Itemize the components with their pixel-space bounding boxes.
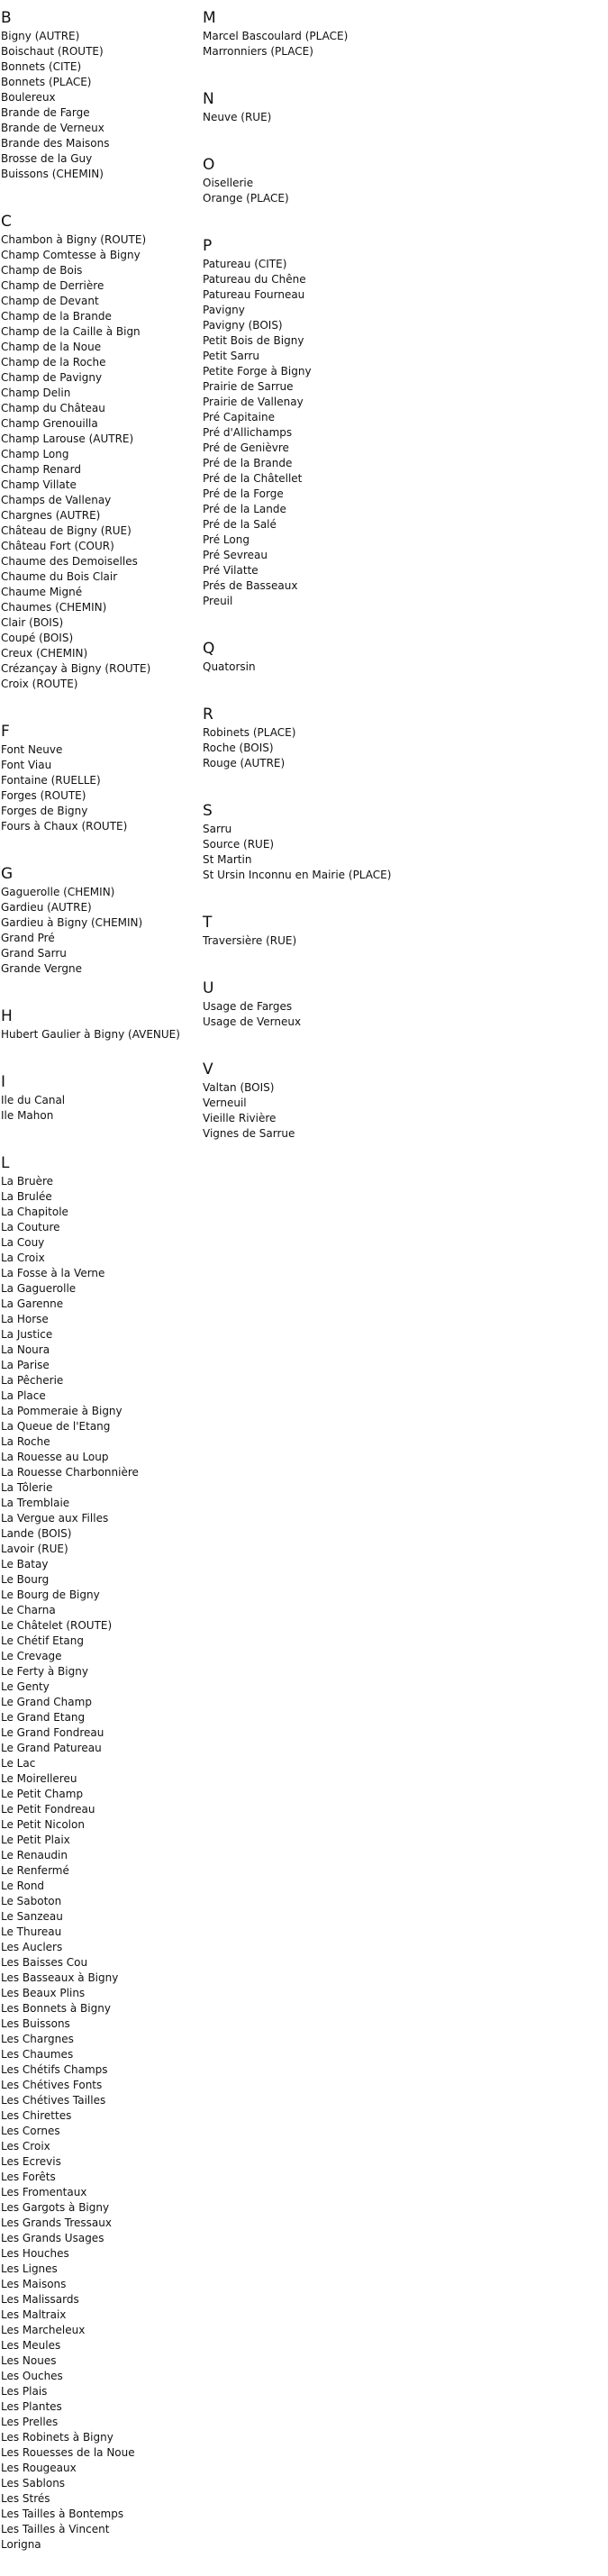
place-list-item[interactable]: Les Buissons bbox=[1, 2017, 70, 2030]
place-list-item[interactable]: Les Grands Usages bbox=[1, 2232, 104, 2244]
place-list-item[interactable]: Lande (BOIS) bbox=[1, 1527, 72, 1540]
place-list-item[interactable]: Pré de Genièvre bbox=[203, 441, 289, 454]
place-list-item[interactable]: Grand Sarru bbox=[1, 947, 67, 960]
place-list-item[interactable]: La Chapitole bbox=[1, 1206, 68, 1218]
place-list-item[interactable]: Brande des Maisons bbox=[1, 137, 110, 150]
place-list-item[interactable]: La Couture bbox=[1, 1221, 60, 1233]
place-list-item[interactable]: Le Renfermé bbox=[1, 1864, 69, 1877]
place-list-item[interactable]: Neuve (RUE) bbox=[203, 111, 272, 123]
place-list-item[interactable]: Bigny (AUTRE) bbox=[1, 30, 80, 42]
place-list-item[interactable]: St Martin bbox=[203, 853, 252, 866]
letter-section-u bbox=[203, 969, 599, 1051]
place-list-item[interactable]: Orange (PLACE) bbox=[203, 192, 289, 205]
place-list-item[interactable]: La Rouesse au Loup bbox=[1, 1451, 109, 1463]
place-list-item[interactable]: Lorigna bbox=[1, 2538, 41, 2551]
place-list-item[interactable]: Prairie de Sarrue bbox=[203, 380, 294, 393]
place-list-item[interactable]: Le Genty bbox=[1, 1680, 50, 1693]
place-list-item[interactable]: Grande Vergne bbox=[1, 962, 82, 975]
place-list-item[interactable]: Prés de Basseaux bbox=[203, 579, 298, 592]
place-list-item[interactable]: Rouge (AUTRE) bbox=[203, 757, 286, 769]
letter-section-l bbox=[1, 1144, 203, 2573]
place-list bbox=[203, 110, 599, 146]
place-list-item[interactable]: Valtan (BOIS) bbox=[203, 1081, 275, 1094]
place-list-item[interactable]: Les Rougeaux bbox=[1, 2462, 77, 2474]
place-list-item[interactable]: Le Petit Nicolon bbox=[1, 1818, 85, 1831]
place-list-item[interactable]: La Justice bbox=[1, 1328, 53, 1341]
place-list-item[interactable]: Le Ferty à Bigny bbox=[1, 1665, 88, 1678]
place-list-item[interactable]: Les Beaux Plins bbox=[1, 1987, 86, 1999]
place-list-item[interactable]: La Brulée bbox=[1, 1190, 52, 1203]
letter-section-r bbox=[203, 696, 599, 792]
letter-heading: S bbox=[203, 802, 213, 820]
place-list-item[interactable]: Le Renaudin bbox=[1, 1849, 68, 1861]
place-list-item[interactable]: La Queue de l'Etang bbox=[1, 1420, 111, 1433]
letter-heading: V bbox=[203, 1060, 213, 1079]
place-list-item[interactable]: Les Chétifs Champs bbox=[1, 2063, 108, 2076]
place-list-item[interactable]: Le Petit Plaix bbox=[1, 1834, 70, 1846]
place-list-item[interactable]: Les Strés bbox=[1, 2492, 50, 2505]
place-list-item[interactable]: Les Cornes bbox=[1, 2125, 60, 2137]
place-list-item[interactable]: Gaguerolle (CHEMIN) bbox=[1, 886, 115, 898]
place-list-item[interactable]: La Roche bbox=[1, 1435, 50, 1448]
place-list-item[interactable]: Les Croix bbox=[1, 2140, 50, 2153]
place-list-item[interactable]: Les Lignes bbox=[1, 2262, 58, 2275]
place-list-item[interactable]: La Parise bbox=[1, 1359, 50, 1371]
letter-section-g bbox=[1, 855, 203, 997]
place-list-item[interactable]: Pré Sevreau bbox=[203, 549, 268, 561]
place-list-item[interactable]: Roche (BOIS) bbox=[203, 742, 274, 754]
place-list-item[interactable]: Preuil bbox=[203, 595, 233, 607]
letter-section-m bbox=[203, 0, 599, 80]
place-list-item[interactable]: Les Maltraix bbox=[1, 2308, 67, 2321]
place-list-item[interactable]: Coupé (BOIS) bbox=[1, 632, 74, 644]
place-list-item[interactable]: Brande de Farge bbox=[1, 106, 90, 119]
place-list-item[interactable]: La Rouesse Charbonnière bbox=[1, 1466, 139, 1479]
letter-heading: H bbox=[1, 1007, 13, 1025]
place-list bbox=[203, 999, 599, 1051]
place-list-item[interactable]: Gardieu (AUTRE) bbox=[1, 901, 92, 914]
place-list-item[interactable]: Les Bonnets à Bigny bbox=[1, 2002, 111, 2015]
place-list-item[interactable]: Champ du Château bbox=[1, 402, 105, 414]
place-list bbox=[1, 232, 203, 713]
place-list-item[interactable]: Le Lac bbox=[1, 1757, 36, 1770]
place-list bbox=[203, 822, 599, 904]
place-list-item[interactable]: Les Chaumes bbox=[1, 2048, 74, 2061]
place-list-item[interactable]: Le Grand Etang bbox=[1, 1711, 86, 1724]
place-list-item[interactable]: La Vergue aux Filles bbox=[1, 1512, 109, 1525]
place-list-item[interactable]: La Pêcherie bbox=[1, 1374, 64, 1387]
place-list-item[interactable]: Ile du Canal bbox=[1, 1094, 66, 1106]
place-list-item[interactable]: Le Charna bbox=[1, 1604, 56, 1616]
letter-heading: R bbox=[203, 705, 213, 724]
place-list-item[interactable]: Champ Renard bbox=[1, 463, 81, 476]
letter-section-t bbox=[203, 904, 599, 969]
place-list-item[interactable]: Champ de Bois bbox=[1, 264, 83, 277]
place-list-item[interactable]: Gardieu à Bigny (CHEMIN) bbox=[1, 916, 143, 929]
place-list-item[interactable]: Font Viau bbox=[1, 759, 52, 771]
place-list-item[interactable]: Pré Long bbox=[203, 533, 250, 546]
place-list-item[interactable]: Les Basseaux à Bigny bbox=[1, 1971, 119, 1984]
place-list-item[interactable]: Le Batay bbox=[1, 1558, 49, 1570]
place-list bbox=[1, 1174, 203, 2573]
place-list-item[interactable]: Chambon à Bigny (ROUTE) bbox=[1, 233, 147, 246]
place-list-item[interactable]: Usage de Farges bbox=[203, 1000, 293, 1013]
place-list bbox=[1, 29, 203, 203]
place-list bbox=[1, 885, 203, 997]
place-list-item[interactable]: La Tremblaie bbox=[1, 1497, 70, 1509]
place-list-item[interactable]: Traversière (RUE) bbox=[203, 934, 297, 947]
place-list-item[interactable]: Boischaut (ROUTE) bbox=[1, 45, 104, 58]
place-list-item[interactable]: Les Tailles à Vincent bbox=[1, 2523, 110, 2535]
place-list-item[interactable]: Les Ouches bbox=[1, 2370, 63, 2382]
place-list-item[interactable]: Champ de Devant bbox=[1, 295, 99, 307]
place-list-item[interactable]: Chaume du Bois Clair bbox=[1, 570, 118, 583]
place-list-item[interactable]: Champ Larouse (AUTRE) bbox=[1, 432, 134, 445]
place-list-item[interactable]: Brande de Verneux bbox=[1, 122, 104, 134]
place-list-item[interactable]: La Noura bbox=[1, 1343, 50, 1356]
place-list bbox=[1, 1027, 203, 1063]
place-list-item[interactable]: Champ Villate bbox=[1, 478, 77, 491]
letter-heading: M bbox=[203, 9, 216, 27]
place-list-item[interactable]: Champ Delin bbox=[1, 387, 71, 399]
letter-section-n bbox=[203, 80, 599, 146]
place-list-item[interactable]: La Bruère bbox=[1, 1175, 54, 1188]
place-list-item[interactable]: Les Marcheleux bbox=[1, 2324, 86, 2336]
place-list-item[interactable]: Champ de la Noue bbox=[1, 341, 102, 353]
place-list-item[interactable]: Château Fort (COUR) bbox=[1, 540, 114, 552]
letter-heading: Q bbox=[203, 640, 215, 658]
place-list-item[interactable]: Lavoir (RUE) bbox=[1, 1543, 68, 1555]
place-list-item[interactable]: Usage de Verneux bbox=[203, 1015, 302, 1028]
place-list-item[interactable]: La Horse bbox=[1, 1313, 49, 1325]
place-list-item[interactable]: Sarru bbox=[203, 823, 232, 835]
place-list-item[interactable]: Les Tailles à Bontemps bbox=[1, 2508, 124, 2520]
place-list-item[interactable]: Quatorsin bbox=[203, 660, 256, 673]
place-list-item[interactable]: Les Prelles bbox=[1, 2416, 59, 2428]
place-list-item[interactable]: Champ de la Caille à Bign bbox=[1, 325, 141, 338]
letter-heading: B bbox=[1, 9, 12, 27]
place-list-item[interactable]: Les Rouesses de la Noue bbox=[1, 2446, 135, 2459]
place-list-item[interactable]: Les Plantes bbox=[1, 2400, 62, 2413]
place-list-item[interactable]: Le Grand Fondreau bbox=[1, 1726, 104, 1739]
place-list-item[interactable]: Champ Grenouilla bbox=[1, 417, 98, 430]
place-list-item[interactable]: La Gaguerolle bbox=[1, 1282, 77, 1295]
place-list-item[interactable]: Les Chétives Tailles bbox=[1, 2094, 106, 2107]
letter-heading: C bbox=[1, 213, 12, 231]
place-list bbox=[1, 742, 203, 855]
letter-heading: U bbox=[203, 979, 214, 997]
place-list-item[interactable]: Chargnes (AUTRE) bbox=[1, 509, 101, 522]
place-list-item[interactable]: Chaume des Demoiselles bbox=[1, 555, 138, 568]
place-list-item[interactable]: Creux (CHEMIN) bbox=[1, 647, 88, 660]
place-list-item[interactable]: Petite Forge à Bigny bbox=[203, 365, 312, 378]
place-list-item[interactable]: Champ de la Brande bbox=[1, 310, 112, 323]
place-list-item[interactable]: Champ Long bbox=[1, 448, 69, 460]
place-list-item[interactable]: Boulereux bbox=[1, 91, 56, 104]
place-list-item[interactable]: Pré Vilatte bbox=[203, 564, 259, 577]
place-list-item[interactable]: Bonnets (PLACE) bbox=[1, 76, 92, 88]
place-list-item[interactable]: Le Sanzeau bbox=[1, 1910, 63, 1923]
place-list-item[interactable]: Le Châtelet (ROUTE) bbox=[1, 1619, 113, 1632]
place-list-item[interactable]: Buissons (CHEMIN) bbox=[1, 168, 104, 180]
place-list-item[interactable]: Le Chétif Etang bbox=[1, 1634, 84, 1647]
place-list-item[interactable]: Pré de la Châtellet bbox=[203, 472, 303, 485]
place-list-item[interactable]: Marcel Bascoulard (PLACE) bbox=[203, 30, 349, 42]
place-list-item[interactable]: Patureau du Chêne bbox=[203, 273, 306, 286]
place-list-item[interactable]: Les Sablons bbox=[1, 2477, 66, 2490]
place-list bbox=[203, 29, 599, 80]
place-list-item[interactable]: Petit Sarru bbox=[203, 350, 259, 362]
letter-section-h bbox=[1, 997, 203, 1063]
place-list-item[interactable]: Verneuil bbox=[203, 1097, 247, 1109]
left-column bbox=[0, 0, 203, 2573]
place-list-item[interactable]: Le Saboton bbox=[1, 1895, 62, 1907]
place-list-item[interactable]: Les Meules bbox=[1, 2339, 61, 2352]
letter-section-s bbox=[203, 792, 599, 904]
place-list-item[interactable]: Chaumes (CHEMIN) bbox=[1, 601, 107, 614]
place-list-item[interactable]: Le Thureau bbox=[1, 1925, 62, 1938]
place-list-item[interactable]: Les Forêts bbox=[1, 2171, 56, 2183]
place-list-item[interactable]: Champ de la Roche bbox=[1, 356, 106, 369]
place-list-item[interactable]: Les Ecrevis bbox=[1, 2155, 61, 2168]
place-list-item[interactable]: Brosse de la Guy bbox=[1, 152, 93, 165]
place-list-item[interactable]: Forges (ROUTE) bbox=[1, 789, 86, 802]
place-list-item[interactable]: Bonnets (CITE) bbox=[1, 60, 82, 73]
place-list-item[interactable]: Les Fromentaux bbox=[1, 2186, 87, 2198]
place-list-item[interactable]: Le Bourg de Bigny bbox=[1, 1588, 100, 1601]
place-list-item[interactable]: La Garenne bbox=[1, 1297, 64, 1310]
place-list-item[interactable]: Les Chargnes bbox=[1, 2033, 74, 2045]
place-list-item[interactable]: Château de Bigny (RUE) bbox=[1, 524, 132, 537]
place-list-item[interactable]: Pré Capitaine bbox=[203, 411, 275, 423]
letter-heading: P bbox=[203, 237, 213, 255]
place-list-item[interactable]: Marronniers (PLACE) bbox=[203, 45, 313, 58]
letter-section-c bbox=[1, 203, 203, 713]
place-list-item[interactable]: Le Crevage bbox=[1, 1650, 62, 1662]
place-list-item[interactable]: Patureau Fourneau bbox=[203, 288, 305, 301]
place-list-item[interactable]: Champ Comtesse à Bigny bbox=[1, 249, 141, 261]
right-column bbox=[203, 0, 599, 1162]
place-list-item[interactable]: Oisellerie bbox=[203, 177, 254, 189]
letter-heading: G bbox=[1, 865, 14, 883]
letter-heading: I bbox=[1, 1073, 6, 1091]
place-list-item[interactable]: Les Noues bbox=[1, 2354, 57, 2367]
place-list-item[interactable]: Les Robinets à Bigny bbox=[1, 2431, 113, 2444]
place-list-item[interactable]: Le Moirellereu bbox=[1, 1772, 77, 1785]
place-list-item[interactable]: Les Grands Tressaux bbox=[1, 2216, 112, 2229]
place-list-item[interactable]: Chaume Migné bbox=[1, 586, 83, 598]
place-list bbox=[1, 1093, 203, 1144]
place-list-item[interactable]: Font Neuve bbox=[1, 743, 63, 756]
letter-section-f bbox=[1, 713, 203, 855]
place-list-item[interactable]: Le Petit Champ bbox=[1, 1788, 84, 1800]
place-list-item[interactable]: Crézançay à Bigny (ROUTE) bbox=[1, 662, 151, 675]
place-list-item[interactable]: Prairie de Vallenay bbox=[203, 396, 304, 408]
place-list-item[interactable]: Les Gargots à Bigny bbox=[1, 2201, 110, 2214]
place-list bbox=[203, 176, 599, 227]
letter-heading: F bbox=[1, 723, 10, 741]
place-list-item[interactable]: Le Grand Patureau bbox=[1, 1742, 102, 1754]
place-list-item[interactable]: Vieille Rivière bbox=[203, 1112, 277, 1124]
letter-section-o bbox=[203, 146, 599, 227]
letter-section-b bbox=[1, 0, 203, 203]
place-list-item[interactable]: Les Chétives Fonts bbox=[1, 2079, 103, 2091]
place-list-item[interactable]: Les Malissards bbox=[1, 2293, 79, 2306]
place-list bbox=[203, 257, 599, 630]
place-list-item[interactable]: Pré de la Salé bbox=[203, 518, 277, 531]
place-list-item[interactable]: Hubert Gaulier à Bigny (AVENUE) bbox=[1, 1028, 180, 1041]
place-list-item[interactable]: Pré de la Forge bbox=[203, 487, 284, 500]
place-list-item[interactable]: La Croix bbox=[1, 1252, 45, 1264]
place-list bbox=[203, 933, 599, 969]
place-list-item[interactable]: Petit Bois de Bigny bbox=[203, 334, 304, 347]
place-list-item[interactable]: Pré d'Allichamps bbox=[203, 426, 293, 439]
place-list-item[interactable]: Le Grand Champ bbox=[1, 1696, 92, 1708]
place-list-item[interactable]: Clair (BOIS) bbox=[1, 616, 64, 629]
letter-section-p bbox=[203, 227, 599, 630]
place-list-item[interactable]: Champ de Pavigny bbox=[1, 371, 103, 384]
place-list-item[interactable]: La Fosse à la Verne bbox=[1, 1267, 105, 1279]
place-list-item[interactable]: Les Auclers bbox=[1, 1941, 63, 1953]
letter-heading: N bbox=[203, 90, 214, 108]
place-list-item[interactable]: Les Baisses Cou bbox=[1, 1956, 88, 1969]
place-list bbox=[203, 660, 599, 696]
letter-section-q bbox=[203, 630, 599, 696]
place-list-item[interactable]: Le Bourg bbox=[1, 1573, 50, 1586]
place-list-item[interactable]: Ile Mahon bbox=[1, 1109, 54, 1122]
place-list-item[interactable]: Pré de la Brande bbox=[203, 457, 293, 469]
letter-section-i bbox=[1, 1063, 203, 1144]
place-list-item[interactable]: Pavigny (BOIS) bbox=[203, 319, 283, 332]
place-list-item[interactable]: Source (RUE) bbox=[203, 838, 275, 851]
place-list-item[interactable]: Robinets (PLACE) bbox=[203, 726, 296, 739]
place-list-item[interactable]: Fours à Chaux (ROUTE) bbox=[1, 820, 128, 833]
place-list-item[interactable]: La Place bbox=[1, 1389, 46, 1402]
place-list-item[interactable]: Vignes de Sarrue bbox=[203, 1127, 295, 1140]
place-list-item[interactable]: Les Houches bbox=[1, 2247, 69, 2260]
place-list-item[interactable]: Forges de Bigny bbox=[1, 805, 88, 817]
place-list-item[interactable]: Grand Pré bbox=[1, 932, 55, 944]
place-list-item[interactable]: Fontaine (RUELLE) bbox=[1, 774, 101, 787]
place-list-item[interactable]: Champs de Vallenay bbox=[1, 494, 112, 506]
place-list-item[interactable]: La Couy bbox=[1, 1236, 45, 1249]
place-list-item[interactable]: Les Plais bbox=[1, 2385, 48, 2398]
place-list-item[interactable]: La Tôlerie bbox=[1, 1481, 53, 1494]
place-list-item[interactable]: Les Maisons bbox=[1, 2278, 67, 2290]
letter-section-v bbox=[203, 1051, 599, 1162]
place-list-item[interactable]: Les Chirettes bbox=[1, 2109, 72, 2122]
place-list-item[interactable]: Pavigny bbox=[203, 304, 245, 316]
place-list bbox=[203, 725, 599, 792]
place-list-item[interactable]: St Ursin Inconnu en Mairie (PLACE) bbox=[203, 869, 392, 881]
place-list-item[interactable]: Le Rond bbox=[1, 1880, 45, 1892]
place-list-item[interactable]: Croix (ROUTE) bbox=[1, 678, 78, 690]
letter-heading: T bbox=[203, 914, 213, 932]
place-list-item[interactable]: Le Petit Fondreau bbox=[1, 1803, 95, 1816]
place-list-item[interactable]: La Pommeraie à Bigny bbox=[1, 1405, 123, 1417]
letter-heading: O bbox=[203, 156, 215, 174]
place-list-item[interactable]: Pré de la Lande bbox=[203, 503, 286, 515]
letter-heading: L bbox=[1, 1154, 10, 1172]
place-list-item[interactable]: Champ de Derrière bbox=[1, 279, 104, 292]
place-list-item[interactable]: Patureau (CITE) bbox=[203, 258, 287, 270]
place-list bbox=[203, 1080, 599, 1162]
